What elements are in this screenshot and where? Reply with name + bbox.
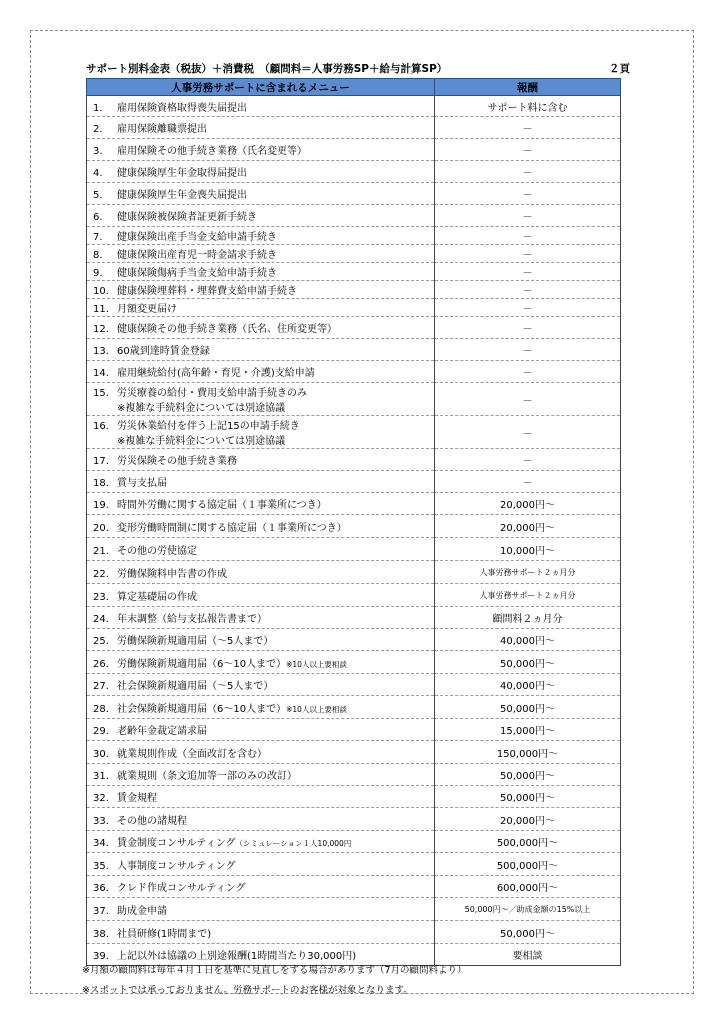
table-row [87,719,621,741]
fee-cell: 50,000円～ [435,764,621,786]
item-text: 労働保険新規適用届（6～10人まで） [117,658,287,670]
footnotes [82,961,682,1001]
item-text: 年末調整（給与支払報告書まで） [117,614,267,625]
menu-item-cell [87,651,435,674]
table-row [87,471,621,493]
table-row [87,831,621,853]
fee-cell: 500,000円～ [435,831,621,853]
item-number: 39. [93,951,109,962]
table-row [87,263,621,281]
item-number: 15. [93,388,109,399]
item-number: 16. [93,421,109,432]
fee-cell: － [435,281,621,299]
fee-cell: － [435,339,621,361]
fee-cell: 10,000円～ [435,538,621,561]
fee-cell: － [435,361,621,383]
menu-item-cell [87,471,435,493]
table-row [87,764,621,786]
item-text: 月額変更届け [117,304,177,315]
table-row [87,584,621,607]
menu-item-cell [87,449,435,471]
item-text: 健康保険傷病手当金支給申請手続き [117,268,277,279]
fee-cell: 人事労務サポート２ヵ月分 [435,561,621,584]
menu-item-cell [87,245,435,263]
item-text: クレド作成コンサルティング [117,883,246,894]
menu-item-cell [87,416,435,449]
item-number: 21. [93,545,109,557]
item-number: 10. [93,286,109,297]
item-text: 労災保険その他手続き業務 [117,456,237,467]
fee-cell: 50,000円～ [435,921,621,944]
item-number: 27. [93,681,109,692]
menu-item-cell [87,607,435,629]
fee-table [86,78,621,966]
item-text: 賃金規程 [117,793,157,804]
fee-column-header: 報酬 [435,79,621,96]
table-row [87,538,621,561]
item-number: 38. [93,928,109,940]
fee-cell: － [435,263,621,281]
item-number: 9. [93,268,103,279]
table-row [87,361,621,383]
item-number: 19. [93,500,109,511]
table-row [87,696,621,719]
item-subtext: ※複雑な手続料金については別途協議 [117,403,286,414]
fee-cell: － [435,227,621,245]
item-number: 3. [93,146,103,157]
menu-item-cell [87,161,435,183]
fee-cell: － [435,205,621,227]
item-number: 6. [93,212,103,223]
item-text: 雇用保険資格取得喪失届提出 [117,102,247,114]
page-number: ２頁 [609,63,630,75]
menu-item-cell [87,629,435,651]
item-number: 33. [93,815,109,827]
item-text: 健康保険被保険者証更新手続き [117,212,257,223]
item-number: 36. [93,883,109,894]
item-note: （シミュレーション１人10,000円 [235,839,352,848]
item-number: 17. [93,456,109,467]
item-text: 賃金制度コンサルティング [117,838,236,849]
menu-item-cell [87,808,435,831]
fee-cell: － [435,471,621,493]
footnote-1: ※月額の顧問料は毎年４月１日を基準に見直しをする場合があります（7月の顧問料より） [82,965,467,976]
fee-cell: 50,000円～ [435,786,621,808]
menu-item-cell [87,831,435,853]
fee-cell: 150,000円～ [435,741,621,764]
item-text: 健康保険出産手当金支給申請手続き [117,232,277,243]
item-number: 26. [93,658,109,670]
table-row [87,607,621,629]
item-text: 雇用保険その他手続き業務（氏名変更等） [117,146,307,157]
item-number: 23. [93,591,109,603]
menu-item-cell [87,361,435,383]
menu-item-cell [87,515,435,538]
item-text: 社員研修(1時間まで) [117,928,212,940]
fee-cell: 顧問料２ヵ月分 [435,607,621,629]
item-number: 24. [93,614,109,625]
table-row [87,339,621,361]
menu-item-cell [87,853,435,876]
item-number: 28. [93,703,109,715]
item-number: 37. [93,905,109,917]
table-row [87,245,621,263]
item-text: 賞与支払届 [117,478,167,489]
menu-item-cell [87,584,435,607]
fee-cell: － [435,416,621,449]
fee-cell: 人事労務サポート２ヵ月分 [435,584,621,607]
item-number: 8. [93,250,103,261]
item-text: 雇用継続給付(高年齢・育児・介護)支給申請 [117,368,315,379]
menu-item-cell [87,205,435,227]
page-header [86,61,630,78]
table-row [87,227,621,245]
fee-cell: － [435,139,621,161]
fee-cell: 40,000円～ [435,674,621,696]
menu-item-cell [87,561,435,584]
fee-cell: 50,000円～ [435,696,621,719]
item-text: 健康保険埋葬料・埋葬費支給申請手続き [117,286,297,297]
item-text: 変形労働時間制に関する協定届（１事業所につき） [117,522,347,534]
table-row [87,629,621,651]
menu-item-cell [87,786,435,808]
item-text: 労働保険料申告書の作成 [117,568,227,580]
fee-cell: サポート料に含む [435,96,621,117]
menu-item-cell [87,339,435,361]
document-title: サポート別料金表（税抜）＋消費税 （顧問料＝人事労務SP＋給与計算SP） [86,63,448,75]
item-text: 社会保険新規適用届（～5人まで） [117,681,274,692]
menu-item-cell [87,538,435,561]
table-row [87,561,621,584]
menu-item-cell [87,764,435,786]
item-number: 4. [93,168,103,179]
menu-item-cell [87,96,435,117]
menu-item-cell [87,898,435,921]
table-row [87,117,621,139]
item-number: 13. [93,346,109,357]
menu-item-cell [87,741,435,764]
table-row [87,281,621,299]
item-number: 1. [93,102,103,114]
table-row [87,921,621,944]
item-text: 上記以外は協議の上別途報酬(1時間当たり30,000円) [117,951,357,962]
item-text: 人事制度コンサルティング [117,860,236,872]
menu-item-cell [87,383,435,416]
fee-cell: 20,000円～ [435,515,621,538]
fee-cell: 20,000円～ [435,808,621,831]
item-number: 22. [93,568,109,580]
table-header-row [87,79,621,96]
table-row [87,898,621,921]
item-text: 労災休業給付を伴う上記15の申請手続き [117,421,300,432]
fee-cell: － [435,449,621,471]
item-text: 健康保険厚生年金喪失届提出 [117,190,247,201]
table-row [87,876,621,898]
table-row [87,299,621,317]
fee-cell: 50,000円～ [435,651,621,674]
table-row [87,383,621,416]
table-row [87,786,621,808]
menu-item-cell [87,876,435,898]
fee-cell: － [435,117,621,139]
table-row [87,205,621,227]
item-text: その他の労使協定 [117,545,197,557]
table-row [87,808,621,831]
item-text: 老齢年金裁定請求届 [117,726,207,737]
item-note: ※10人以上要相談 [286,704,347,714]
menu-item-cell [87,183,435,205]
fee-table-body [87,96,621,966]
item-text: 助成金申請 [117,905,167,917]
menu-item-cell [87,696,435,719]
table-row [87,449,621,471]
menu-item-cell [87,317,435,339]
item-number: 30. [93,748,109,760]
table-row [87,674,621,696]
table-row [87,853,621,876]
item-number: 12. [93,324,109,335]
item-text: その他の諸規程 [117,815,187,827]
table-row [87,515,621,538]
table-row [87,651,621,674]
table-row [87,416,621,449]
item-text: 就業規則作成（全面改訂を含む） [117,748,267,760]
item-number: 29. [93,726,109,737]
item-number: 25. [93,636,109,647]
table-row [87,493,621,515]
fee-cell: － [435,383,621,416]
menu-item-cell [87,281,435,299]
footnote-2: ※スポットでは承っておりません。労務サポートのお客様が対象となります。 [82,985,413,996]
fee-cell: － [435,245,621,263]
fee-cell: 50,000円～／助成金額の15%以上 [435,898,621,921]
item-text: 労働保険新規適用届（～5人まで） [117,636,274,647]
item-text: 健康保険出産育児一時金請求手続き [117,250,277,261]
item-number: 5. [93,190,103,201]
fee-cell: － [435,183,621,205]
fee-cell: 要相談 [435,944,621,966]
item-subtext: ※複雑な手続料金については別途協議 [117,436,286,447]
item-text: 60歳到達時賃金登録 [117,346,210,357]
menu-item-cell [87,493,435,515]
item-text: 健康保険厚生年金取得届提出 [117,168,247,179]
item-text: 算定基礎届の作成 [117,591,197,603]
menu-item-cell [87,227,435,245]
fee-cell: 500,000円～ [435,853,621,876]
item-number: 14. [93,368,109,379]
item-number: 34. [93,838,109,849]
fee-cell: 40,000円～ [435,629,621,651]
item-number: 20. [93,522,109,534]
item-number: 18. [93,478,109,489]
item-text: 労災療養の給付・費用支給申請手続きのみ [117,388,307,399]
fee-cell: 600,000円～ [435,876,621,898]
menu-item-cell [87,299,435,317]
menu-item-cell [87,719,435,741]
item-number: 11. [93,304,109,315]
item-number: 31. [93,771,109,782]
item-number: 7. [93,232,103,243]
item-text: 健康保険その他手続き業務（氏名、住所変更等） [117,324,337,335]
item-text: 就業規則（条文追加等一部のみの改訂） [117,771,297,782]
item-number: 2. [93,124,103,135]
fee-cell: － [435,299,621,317]
fee-cell: 20,000円～ [435,493,621,515]
menu-item-cell [87,263,435,281]
table-row [87,161,621,183]
menu-item-cell [87,139,435,161]
table-row [87,317,621,339]
table-row [87,139,621,161]
fee-cell: － [435,317,621,339]
menu-item-cell [87,117,435,139]
menu-item-cell [87,921,435,944]
item-text: 雇用保険離職票提出 [117,124,207,135]
table-row [87,741,621,764]
item-text: 社会保険新規適用届（6～10人まで） [117,703,287,715]
menu-item-cell [87,674,435,696]
table-row [87,183,621,205]
item-number: 35. [93,860,109,872]
fee-cell: 15,000円～ [435,719,621,741]
item-note: ※10人以上要相談 [286,659,347,669]
item-text: 時間外労働に関する協定届（１事業所につき） [117,500,327,511]
table-row [87,96,621,117]
menu-column-header: 人事労務サポートに含まれるメニュー [87,79,435,96]
fee-cell: － [435,161,621,183]
item-number: 32. [93,793,109,804]
